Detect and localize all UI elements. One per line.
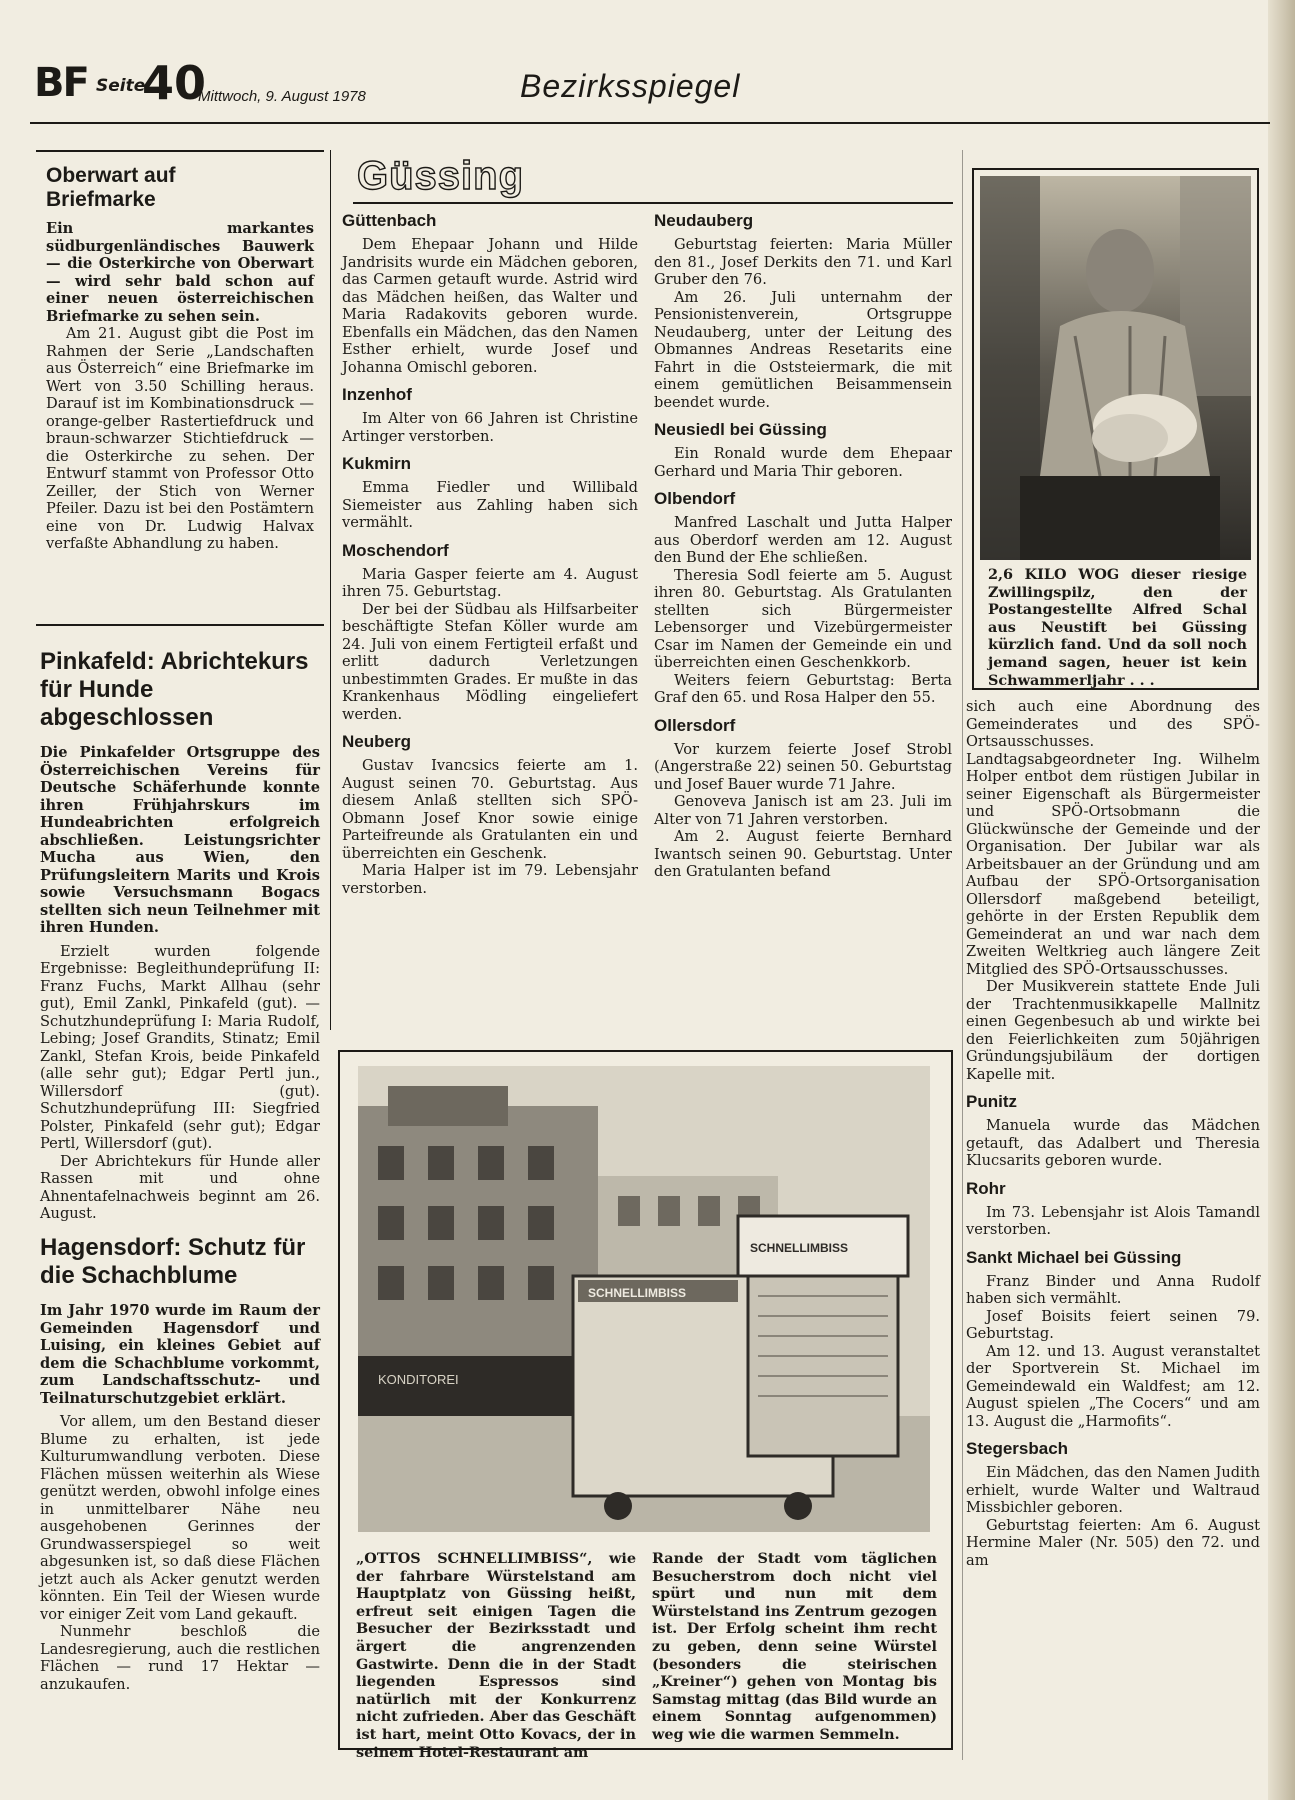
place-paragraph: Emma Fiedler und Willibald Siemeister aus Zahling haben sich vermählt. xyxy=(342,479,638,531)
place-heading: Punitz xyxy=(966,1092,1017,1111)
ollersdorf-continued-2: Der Musikverein stattete Ende Juli der Trachtenmusikkapelle Mallnitz einen Gegenbesuch ab und wirkte bei den Feierlichkeiten zum 50jährigen Gründungsjubiläum der dortigen Kapelle mit. xyxy=(966,978,1260,1083)
pinkafeld-body-2: Der Abrichtekurs für Hunde aller Rassen mit und ohne Ahnentafelnachweis beginnt am 26. August. xyxy=(40,1152,320,1222)
place-paragraph: Vor kurzem feierte Josef Strobl (Angerstraße 22) seinen 50. Geburtstag und Josef Bauer wurde 71 Jahre. xyxy=(654,740,952,793)
pinkafeld-article xyxy=(40,648,320,1223)
place-heading: Neuberg xyxy=(342,732,411,751)
place-paragraph: Ein Mädchen, das den Namen Judith erhielt, wurde Walter und Waltraud Missbichler geboren. xyxy=(966,1464,1260,1516)
column-guessing-a xyxy=(342,210,638,897)
kiosk-sign-side: SCHNELLIMBISS xyxy=(588,1286,687,1300)
place-heading: Inzenhof xyxy=(342,385,412,404)
page-header xyxy=(30,54,1270,124)
place-paragraph: Im 73. Lebensjahr ist Alois Tamandl verstorben. xyxy=(966,1203,1260,1238)
section-title: Bezirksspiegel xyxy=(520,68,741,104)
mushroom-photo-caption: 2,6 KILO WOG dieser riesige Zwillingspilz, den der Postangestellte Alfred Schal aus Neustift bei Güssing kürzlich fand. Und da soll noch jemand sagen, heuer ist kein Schwammerljahr . . . xyxy=(988,566,1247,689)
place-paragraph: Weiters feiern Geburtstag: Berta Graf den 65. und Rosa Halper den 55. xyxy=(654,671,952,706)
mushroom-photo xyxy=(980,176,1251,560)
snack-stand-caption-left: „OTTOS SCHNELLIMBISS“, wie der fahrbare Würstelstand am Hauptplatz von Güssing heißt, erfreut seit einigen Tagen die Besucher der Bezirksstadt und ärgert die angrenzenden Gastwirte. Denn die in der Stadt liegenden Espressos sind natürlich mit der Konkurrenz nicht zufrieden. Aber das Geschäft ist hart, meint Otto Kovacs, der in seinem Hotel-Restaurant am xyxy=(356,1550,636,1761)
place-paragraph: Josef Boisits feiert seinen 79. Geburtstag. xyxy=(966,1307,1260,1342)
newspaper-logo: BF xyxy=(34,60,88,106)
pinkafeld-lead: Die Pinkafelder Ortsgruppe des Österreichischen Vereins für Deutsche Schäferhunde konnte ihren Frühjahrskurs im Hundeabrichten erfolgreich abschließen. Leistungsrichter Mucha aus Wien, den Prüfungsleitern Marits und Krois sowie Versuchsmann Bogacs stellten sich neun Teilnehmer mit ihren Hunden. xyxy=(40,744,320,936)
guessing-section-banner xyxy=(353,154,953,204)
hagensdorf-body-2: Nunmehr beschloß die Landesregierung, auch die restlichen Flächen — rund 17 Hektar — anzukaufen. xyxy=(40,1623,320,1693)
oberwart-lead: Ein markantes südburgenländisches Bauwerk — die Osterkirche von Oberwart — wird sehr bald schon auf einer neuen österreichischen Briefmarke zu sehen sein. xyxy=(46,220,314,325)
place-paragraph: Am 12. und 13. August veranstaltet der Sportverein St. Michael im Gemeindewald ein Waldfest; am 12. August spielen „The Cocers“ und am 13. August die „Harmofits“. xyxy=(966,1342,1260,1430)
place-paragraph: Dem Ehepaar Johann und Hilde Jandrisits wurde ein Mädchen geboren, das Carmen getauft wurde. Astrid wird das Mädchen heißen, das Walter und Maria Radakovits geboren wurde. Ebenfalls ein Mädchen, das den Namen Esther erhielt, wurde Josef und Johanna Omischl geboren. xyxy=(342,236,638,376)
guessing-title: Güssing xyxy=(357,154,525,198)
mushroom-photo-box xyxy=(972,168,1259,690)
place-paragraph: Ein Ronald wurde dem Ehepaar Gerhard und Maria Thir geboren. xyxy=(654,445,952,480)
ollersdorf-continued-1: sich auch eine Abordnung des Gemeinderates und des SPÖ-Ortsausschusses. Landtagsabgeordneter Ing. Wilhelm Holper entbot dem rüstigen Jubilar in seiner Eigenschaft als Bürgermeister und SPÖ-Ortsobmann die Glückwünsche der Gemeinde und der Organisation. Der Jubilar war als Arbeitsbauer an der Gründung und am Aufbau der SPÖ-Ortsorganisation Ollersdorf maßgebend beteiligt, gehörte in der Ersten Republik dem Gemeinderat an und war nach dem Zweiten Weltkrieg auch längere Zeit Mitglied des SPÖ-Ortsausschusses. xyxy=(966,698,1260,978)
place-paragraph: Der bei der Südbau als Hilfsarbeiter beschäftigte Stefan Köller wurde am 24. Juli von einem Fertigteil erfaßt und erlitt dadurch Verletzungen unbestimmten Grades. Er mußte in das Krankenhaus Mödling eingeliefert werden. xyxy=(342,600,638,723)
hagensdorf-headline: Hagensdorf: Schutz für die Schachblume xyxy=(40,1234,306,1289)
place-paragraph: Am 26. Juli unternahm der Pensionistenverein, Ortsgruppe Neudauberg, unter der Leitung des Obmannes Andreas Resetarits eine Fahrt in die Oststeiermark, die mit einem gemütlichen Beisammensein beendet wurde. xyxy=(654,288,952,411)
kiosk-sign-front: SCHNELLIMBISS xyxy=(750,1241,849,1255)
seite-label: Seite xyxy=(96,76,146,96)
place-heading: Kukmirn xyxy=(342,454,411,473)
place-paragraph: Geburtstag feierten: Am 6. August Hermine Maler (Nr. 505) den 72. und am xyxy=(966,1516,1260,1569)
column-guessing-c xyxy=(966,698,1260,1569)
hagensdorf-body-1: Vor allem, um den Bestand dieser Blume zu erhalten, ist jede Kulturumwandlung verboten. Diese Flächen müssen weiterhin als Wiese genützt werden, obwohl infolge eines in unmittelbarer Nähe neu ausgehobenen Gerinnes der Grundwasserspiegel so weit abgesunken ist, so daß diese Flächen jetzt auch als Acker genutzt werden könnten. Ein Teil der Wiesen wurde vor einiger Zeit vom Land gekauft. xyxy=(40,1413,320,1623)
place-paragraph: Am 2. August feierte Bernhard Iwantsch seinen 90. Geburtstag. Unter den Gratulanten befand xyxy=(654,828,952,880)
oberwart-body: Am 21. August gibt die Post im Rahmen der Serie „Landschaften aus Österreich“ eine Briefmarke im Wert von 3.50 Schilling heraus. Darauf ist im Kombinationsdruck — orange-gelber Rastertiefdruck und braun-schwarzer Stichtiefdruck — die Osterkirche zu sehen. Der Entwurf stammt von Professor Otto Zeiller, der Stich von Werner Pfeiler. Dazu ist bei den Postämtern eine von Dr. Ludwig Halvax verfaßte Abhandlung zu haben. xyxy=(46,325,314,552)
place-paragraph: Maria Gasper feierte am 4. August ihren 75. Geburtstag. xyxy=(342,565,638,600)
place-paragraph: Manfred Laschalt und Jutta Halper aus Oberdorf werden am 12. August den Bund der Ehe schließen. xyxy=(654,514,952,566)
snack-stand-photo-box xyxy=(338,1050,953,1761)
page-number: 40 xyxy=(142,56,207,110)
place-paragraph: Im Alter von 66 Jahren ist Christine Artinger verstorben. xyxy=(342,410,638,445)
place-paragraph: Manuela wurde das Mädchen getauft, das Adalbert und Theresia Klucsarits geboren wurde. xyxy=(966,1117,1260,1169)
hagensdorf-article xyxy=(40,1234,320,1693)
issue-date: Mittwoch, 9. August 1978 xyxy=(198,88,366,105)
pinkafeld-headline: Pinkafeld: Abrichtekurs für Hunde abgeschlossen xyxy=(40,648,309,731)
column-guessing-b xyxy=(654,210,952,881)
oberwart-article xyxy=(36,150,324,626)
place-heading: Stegersbach xyxy=(966,1439,1069,1458)
place-heading: Rohr xyxy=(966,1178,1006,1198)
place-heading: Neusiedl bei Güssing xyxy=(654,420,827,439)
column-rule xyxy=(330,150,331,1030)
place-paragraph: Geburtstag feierten: Maria Müller den 81., Josef Derkits den 71. und Karl Gruber den 76. xyxy=(654,236,952,288)
place-paragraph: Genoveva Janisch ist am 23. Juli im Alter von 71 Jahren verstorben. xyxy=(654,793,952,828)
place-paragraph: Gustav Ivancsics feierte am 1. August seinen 70. Geburtstag. Aus diesem Anlaß stellten sich SPÖ-Obmann Josef Knor sowie einige Parteifreunde als Gratulanten ein und überreichten ein Geschenk. xyxy=(342,757,638,862)
place-heading: Moschendorf xyxy=(342,540,449,560)
hagensdorf-lead: Im Jahr 1970 wurde im Raum der Gemeinden Hagensdorf und Luising, ein kleines Gebiet auf dem die Schachblume vorkommt, zum Landschaftsschutz- und Teilnaturschutzgebiet erklärt. xyxy=(40,1302,320,1407)
place-paragraph: Theresia Sodl feierte am 5. August ihren 80. Geburtstag. Als Gratulanten stellten sich Bürgermeister Lebensorger und Vizebürgermeister Csar im Namen der Gemeinde ein und überreichten einen Geschenkkorb. xyxy=(654,566,952,671)
place-heading: Neudauberg xyxy=(654,211,754,230)
column-rule xyxy=(962,150,963,1760)
place-heading: Güttenbach xyxy=(342,211,437,230)
oberwart-headline: Oberwart auf Briefmarke xyxy=(46,164,176,211)
place-heading: Ollersdorf xyxy=(654,715,736,735)
konditorei-sign: KONDITOREI xyxy=(378,1372,459,1387)
snack-stand-caption-right: Rande der Stadt vom täglichen Besucherstrom doch nicht viel spürt und nun mit dem Würstelstand ins Zentrum gezogen ist. Der Erfolg scheint ihm recht zu geben, denn seine Würstel (besonders die steirischen „Kreiner“) gehen von Montag bis Samstag mittag (das Bild wurde an einem Sonntag aufgenommen) weg wie die warmen Semmeln. xyxy=(652,1550,937,1743)
place-heading: Sankt Michael bei Güssing xyxy=(966,1247,1182,1267)
place-paragraph: Franz Binder und Anna Rudolf haben sich vermählt. xyxy=(966,1272,1260,1307)
page-edge xyxy=(1268,0,1295,1800)
snack-stand-photo xyxy=(358,1066,930,1532)
pinkafeld-body-1: Erzielt wurden folgende Ergebnisse: Begleithundeprüfung II: Franz Fuchs, Markt Allhau (sehr gut), Emil Zankl, Pinkafeld (gut). — Schutzhundeprüfung I: Maria Rudolf, Lebing; Josef Grandits, Stinatz; Emil Zankl, Stefan Krois, beide Pinkafeld (alle sehr gut); Edgar Pertl jun., Willersdorf (gut). Schutzhundeprüfung III: Siegfried Polster, Pinkafeld (sehr gut); Edgar Pertl, Willersdorf (gut). xyxy=(40,942,320,1152)
place-paragraph: Maria Halper ist im 79. Lebensjahr verstorben. xyxy=(342,862,638,897)
place-heading: Olbendorf xyxy=(654,489,736,508)
